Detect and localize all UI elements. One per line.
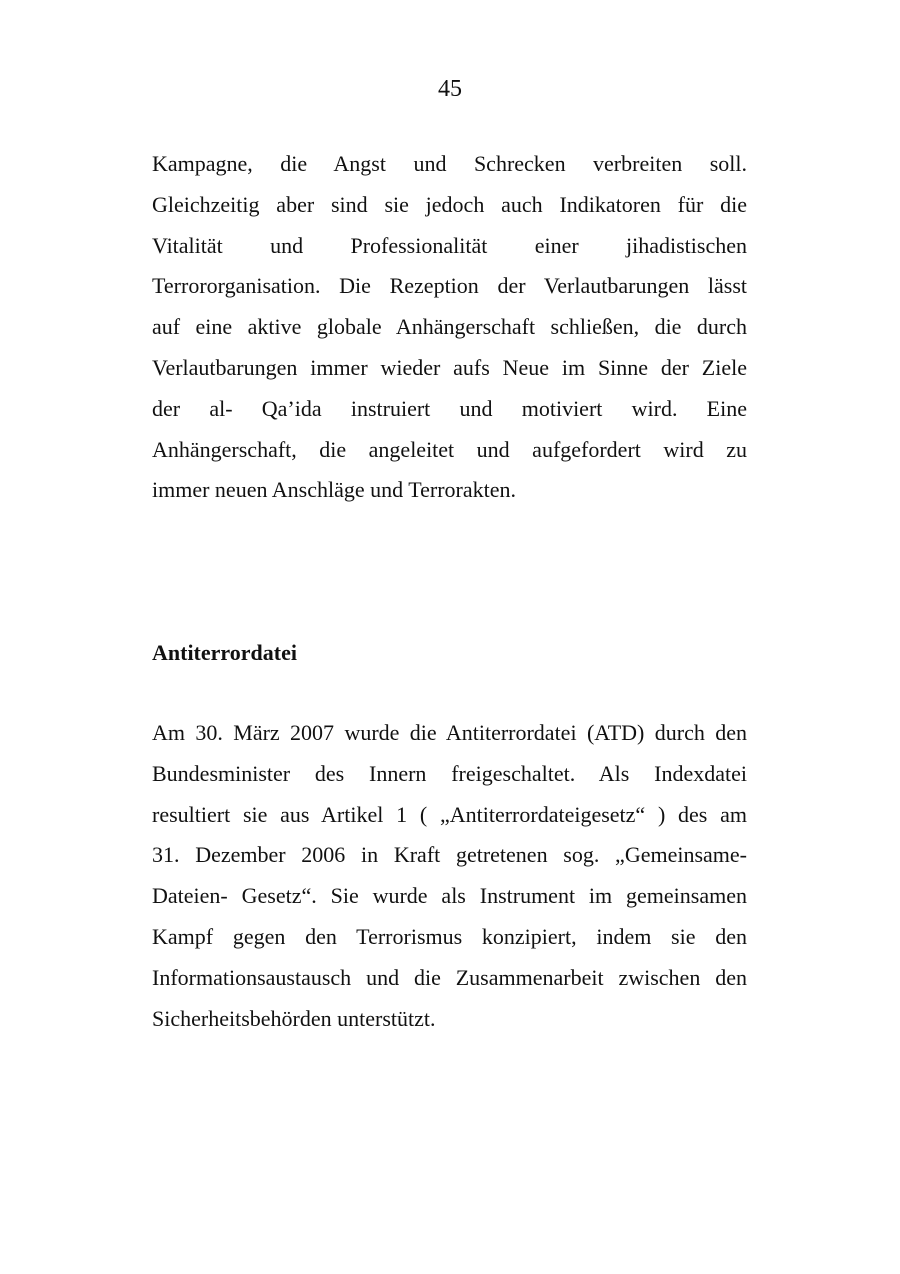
paragraph-line: 31. Dezember 2006 in Kraft getretenen sog. „Gemeinsame- <box>152 842 747 868</box>
paragraph-line: Bundesminister des Innern freigeschaltet. Als Indexdatei <box>152 760 747 786</box>
paragraph-line: Informationsaustausch und die Zusammenarbeit zwischen den <box>152 964 747 990</box>
paragraph-line: Gleichzeitig aber sind sie jedoch auch Indikatoren für die <box>152 191 747 217</box>
paragraph-line: Terrororganisation. Die Rezeption der Verlautbarungen lässt <box>152 273 747 299</box>
paragraph-line: Vitalität und Professionalität einer jihadistischen <box>152 232 747 258</box>
paragraph-line: resultiert sie aus Artikel 1 ( „Antiterrordateigesetz“ ) des am <box>152 801 747 827</box>
paragraph-line: Sicherheitsbehörden unterstützt. <box>152 1005 436 1031</box>
paragraph-line: Verlautbarungen immer wieder aufs Neue im Sinne der Ziele <box>152 354 747 380</box>
paragraph-line: der al- Qa’ida instruiert und motiviert wird. Eine <box>152 395 747 421</box>
page-number: 45 <box>438 76 462 102</box>
body-paragraph-2 <box>152 713 747 1039</box>
paragraph-line: Anhängerschaft, die angeleitet und aufgefordert wird zu <box>152 436 747 462</box>
paragraph-line: Kampagne, die Angst und Schrecken verbreiten soll. <box>152 151 747 176</box>
section-heading: Antiterrordatei <box>152 640 297 665</box>
paragraph-line: Am 30. März 2007 wurde die Antiterrordatei (ATD) durch den <box>152 720 747 745</box>
paragraph-line: auf eine aktive globale Anhängerschaft schließen, die durch <box>152 314 747 340</box>
paragraph-line: immer neuen Anschläge und Terrorakten. <box>152 477 516 503</box>
paragraph-line: Dateien- Gesetz“. Sie wurde als Instrument im gemeinsamen <box>152 883 747 909</box>
body-paragraph-1 <box>152 144 747 511</box>
paragraph-line: Kampf gegen den Terrorismus konzipiert, indem sie den <box>152 923 747 949</box>
